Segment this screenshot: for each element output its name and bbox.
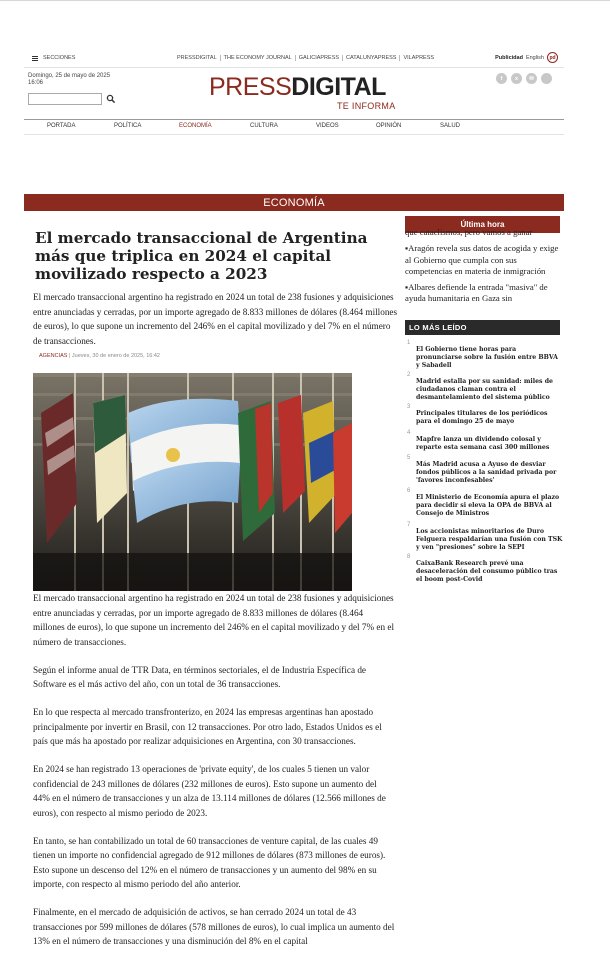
article-headline: El mercado transaccional de Argentina más que triplica en 2024 el capital movilizado respecto a 2023 <box>35 229 368 283</box>
nav-divider-bottom <box>24 134 564 135</box>
ultima-hora-item[interactable]: que cataclismos, pero vamos a ganar <box>405 227 533 237</box>
most-read-rank: 3 <box>407 404 411 410</box>
article-paragraph: En 2024 se han registrado 13 operaciones de 'private equity', de los cuales 5 tienen un valor confidencial de 243 millones de dólares (232 millones de euros). Esto supone un aumento del 44% en el número de transacciones y un alza de 13.114 millones de dólares (12.566 millones de euros), con respecto al mismo periodo de 2023. <box>33 764 386 818</box>
x-twitter-icon[interactable]: x <box>511 73 522 84</box>
email-icon[interactable]: ✉ <box>526 73 537 84</box>
network-links <box>174 55 437 61</box>
most-read-title[interactable]: Madrid estalla por su sanidad: miles de ciudadanos claman contra el desmantelamiento del sistema público <box>416 378 553 401</box>
network-link-vilapress[interactable]: VILAPRESS <box>399 55 437 61</box>
secciones-menu-button[interactable] <box>32 55 75 61</box>
article-paragraph: En lo que respecta al mercado transfronterizo, en 2024 las empresas argentinas han apostado principalmente por invertir en Brasil, con 12 transacciones. Por otro lado, Estados Unidos es el país que más ha apostado por realizar adquisiciones en Argentina, con 30 transacciones. <box>33 707 382 746</box>
header-utility-links <box>495 52 558 63</box>
logo-tagline: TE INFORMA <box>337 101 396 111</box>
most-read-item[interactable] <box>405 430 563 452</box>
most-read-item[interactable] <box>405 455 563 484</box>
nav-item-videos[interactable]: VIDEOS <box>316 123 339 129</box>
article-paragraph: Finalmente, en el mercado de adquisición de activos, se han cerrado 2024 un total de 43 transacciones por 599 millones de dólares (578 millones de euros), lo cual implica un aumento del 13% en el número de transacciones y una disminución del 8% en el capital <box>33 907 395 946</box>
network-link-economy-journal[interactable]: THE ECONOMY JOURNAL <box>220 55 295 61</box>
header-top-bar <box>24 52 564 66</box>
most-read-title[interactable]: Principales titulares de los periódicos para el domingo 25 de mayo <box>416 410 548 425</box>
publicidad-link[interactable]: Publicidad <box>495 54 523 61</box>
most-read-rank: 2 <box>407 372 411 378</box>
time-text: 16:06 <box>28 80 44 86</box>
most-read-title[interactable]: Mapfre lanza un dividendo colosal y reparte esta semana casi 300 millones <box>416 436 550 451</box>
most-read-rank: 6 <box>407 488 411 494</box>
ultima-hora-item[interactable]: ▪ Albares defiende la entrada "masiva" de ayuda humanitaria en Gaza sin <box>405 282 560 305</box>
network-link-catalunyapress[interactable]: CATALUNYAPRESS <box>342 55 399 61</box>
current-date <box>28 73 110 87</box>
most-read-rank: 8 <box>407 554 411 560</box>
article-lead: El mercado transaccional argentino ha registrado en 2024 un total de 238 fusiones y adquisiciones entre anunciadas y cerradas, por un importe agregado de 8.833 millones de dólares (8.464 millones de euros), lo que supone un incremento del 246% en el capital movilizado y del 7% en el número de transacciones. <box>33 292 398 346</box>
most-read-title[interactable]: El Ministerio de Economía apura el plazo para decidir si eleva la OPA de BBVA al Consejo de Ministros <box>416 494 560 517</box>
most-read-rank: 4 <box>407 430 411 436</box>
most-read-item[interactable] <box>405 340 563 369</box>
language-link[interactable]: English <box>525 54 544 61</box>
most-read-item[interactable] <box>405 554 563 583</box>
site-logo[interactable] <box>209 74 386 101</box>
most-read-rank: 7 <box>407 522 411 528</box>
network-link-pressdigital[interactable]: PRESSDIGITAL <box>177 55 217 61</box>
article-paragraph: En tanto, se han contabilizado un total de 60 transacciones de venture capital, de las cuales 49 tienen un importe no confidencial agregado de 912 millones de dólares (873 millones de euros). Esto supone un descenso del 12% en el número de transacciones y un aumento del 98% en su importe, con respecto al mismo periodo del año anterior. <box>33 835 386 889</box>
ultima-hora-item[interactable]: ▪ Aragón revela sus datos de acogida y exige al Gobierno que cumpla con sus competencias en materia de inmigración <box>405 243 560 277</box>
most-read-item[interactable] <box>405 404 563 426</box>
logo-press: PRESS <box>209 73 292 101</box>
section-banner[interactable]: ECONOMÍA <box>24 194 564 211</box>
most-read-title[interactable]: Más Madrid acusa a Ayuso de desviar fondos públicos a la sanidad privada por 'favores inconfesables' <box>416 461 557 484</box>
nav-item-economia[interactable]: ECONOMÍA <box>179 123 212 129</box>
byline-agency[interactable]: AGENCIAS <box>39 353 68 359</box>
date-text: Domingo, 25 de mayo de 2025 <box>28 73 111 79</box>
most-read-title[interactable]: Los accionistas minoritarios de Duro Felguera respaldarían una fusión con TSK y ven "presiones" sobre la SEPI <box>416 528 563 551</box>
nav-divider-top <box>24 119 564 120</box>
byline-date: | Jueves, 30 de enero de 2025, 16:42 <box>68 353 160 359</box>
most-read-rank: 5 <box>407 455 411 461</box>
search-input[interactable] <box>28 93 102 105</box>
pd-logo-icon[interactable]: pd <box>547 52 558 63</box>
lo-mas-leido-header: LO MÁS LEÍDO <box>405 320 560 335</box>
article-paragraph: El mercado transaccional argentino ha registrado en 2024 un total de 238 fusiones y adquisiciones entre anunciadas y cerradas, por un importe agregado de 8.833 millones de dólares (8.464 millones de euros), lo que supone un incremento del 246% en el capital movilizado y del 7% en el número de transacciones. <box>33 593 395 647</box>
most-read-item[interactable] <box>405 488 563 517</box>
ultima-hora-header: Última hora <box>405 216 560 233</box>
main-nav <box>24 122 564 134</box>
most-read-item[interactable] <box>405 372 563 401</box>
nav-item-portada[interactable]: PORTADA <box>47 123 76 129</box>
facebook-icon[interactable]: f <box>496 73 507 84</box>
secciones-label: SECCIONES <box>43 55 76 61</box>
nav-item-cultura[interactable]: CULTURA <box>250 123 278 129</box>
rss-icon[interactable] <box>541 73 552 84</box>
search-icon[interactable] <box>106 94 116 104</box>
network-link-galiciapress[interactable]: GALICIAPRESS <box>295 55 342 61</box>
top-divider <box>0 0 610 1</box>
nav-item-salud[interactable]: SALUD <box>440 123 461 129</box>
article-paragraph: Según el informe anual de TTR Data, en términos sectoriales, el de Industria Específica de Software es el más activo del año, con un total de 36 transacciones. <box>33 664 367 689</box>
most-read-rank: 1 <box>407 340 411 346</box>
article-photo-flags <box>33 373 352 591</box>
logo-digital: DIGITAL <box>291 73 386 101</box>
social-links <box>496 73 552 84</box>
header-divider <box>24 67 564 68</box>
most-read-item[interactable] <box>405 522 563 551</box>
article-body <box>33 591 395 962</box>
nav-item-politica[interactable]: POLÍTICA <box>114 123 142 129</box>
nav-item-opinion[interactable]: OPINIÓN <box>376 123 402 129</box>
most-read-title[interactable]: CaixaBank Research prevé una desaceleración del consumo público tras el boom post-Covid <box>416 560 558 583</box>
hamburger-icon <box>32 56 38 61</box>
ultima-hora-ticker <box>405 227 560 317</box>
most-read-title[interactable]: El Gobierno tiene horas para pronunciarse sobre la fusión entre BBVA y Sabadell <box>416 346 558 369</box>
article-byline <box>39 353 160 359</box>
